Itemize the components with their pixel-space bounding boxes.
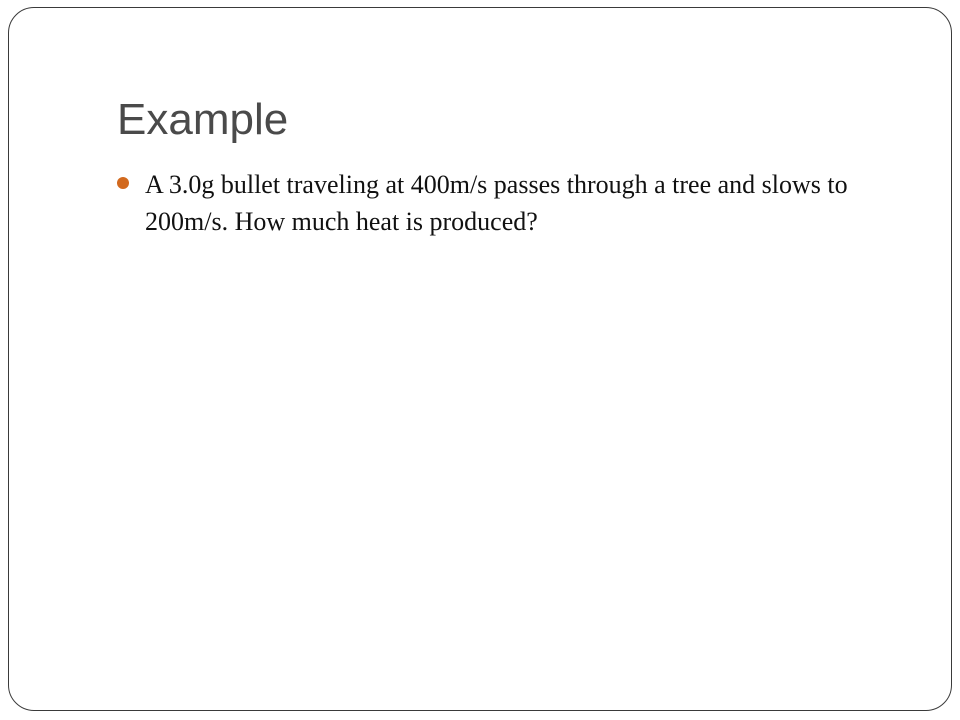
bullet-item bbox=[115, 166, 895, 240]
slide-title: Example bbox=[117, 95, 289, 144]
bullet-icon bbox=[117, 177, 129, 189]
slide-frame bbox=[8, 7, 952, 711]
bullet-list bbox=[115, 166, 895, 240]
bullet-text: A 3.0g bullet traveling at 400m/s passes through a tree and slows to 200m/s. How much heat is produced? bbox=[145, 170, 848, 236]
